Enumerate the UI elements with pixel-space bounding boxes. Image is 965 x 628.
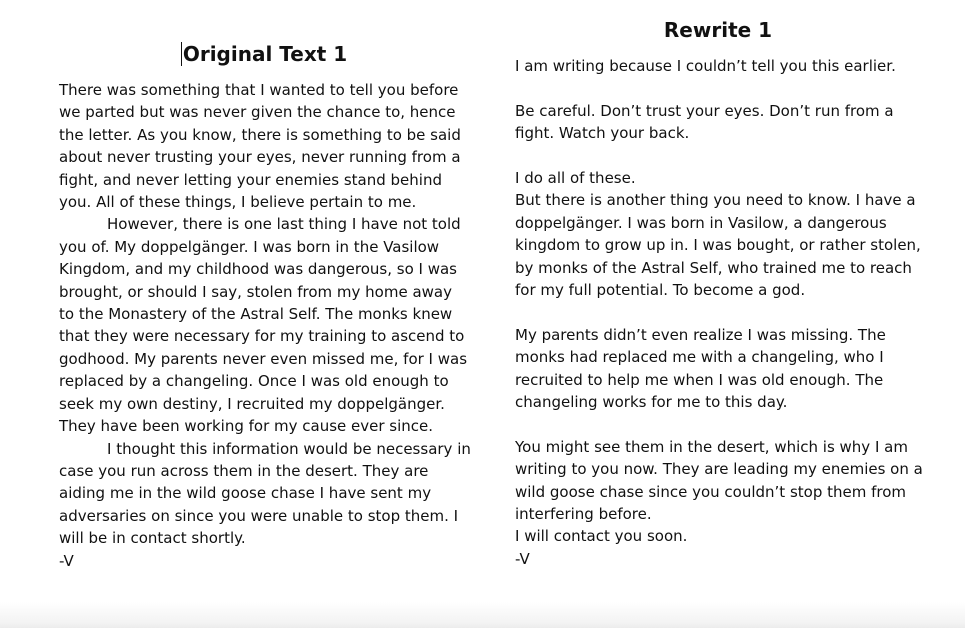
text-cursor bbox=[181, 42, 182, 66]
page-bottom-edge bbox=[0, 602, 965, 628]
original-text-title: Original Text 1 bbox=[182, 42, 348, 66]
original-paragraph-1: There was something that I wanted to tell you before we parted but was never given the chance to, hence the letter. As you know, there is something to be said about never trusting your eyes, never running from a fight, and never letting your enemies stand behind you. All of these things, I believe pertain to me. bbox=[59, 81, 461, 212]
rewrite-body[interactable] bbox=[515, 55, 925, 570]
original-text-body[interactable] bbox=[59, 79, 471, 572]
original-paragraph-3: I thought this information would be necessary in case you run across them in the desert. They are aiding me in the wild goose chase I have sent my adversaries on since you were unable to stop them. I will be in contact shortly. bbox=[59, 439, 471, 548]
rewrite-paragraph-6: You might see them in the desert, which is why I am writing to you now. They are leading my enemies on a wild goose chase since you couldn’t stop them from interfering before. bbox=[515, 437, 923, 524]
rewrite-paragraph-2: Be careful. Don’t trust your eyes. Don’t run from a fight. Watch your back. bbox=[515, 101, 894, 143]
rewrite-paragraph-1: I am writing because I couldn’t tell you this earlier. bbox=[515, 57, 896, 75]
rewrite-paragraph-5: My parents didn’t even realize I was missing. The monks had replaced me with a changeling, who I recruited to help me when I was old enough. The changeling works for me to this day. bbox=[515, 325, 886, 412]
original-text-title-line bbox=[59, 42, 469, 66]
rewrite-paragraph-4: But there is another thing you need to know. I have a doppelgänger. I was born in Vasilow, a dangerous kingdom to grow up in. I was bought, or rather stolen, by monks of the Astral Self, who trained me to reach for my full potential. To become a god. bbox=[515, 191, 921, 300]
rewrite-paragraph-7: I will contact you soon. bbox=[515, 527, 688, 546]
original-signature: -V bbox=[59, 551, 74, 570]
original-paragraph-2: However, there is one last thing I have not told you of. My doppelgänger. I was born in the Vasilow Kingdom, and my childhood was dangerous, so I was brought, or should I say, stolen from my home away to the Monastery of the Astral Self. The monks knew that they were necessary for my training to ascend to godhood. My parents never even missed me, for I was replaced by a changeling. Once I was old enough to seek my own destiny, I recruited my doppelgänger. They have been working for my cause ever since. bbox=[59, 215, 468, 436]
rewrite-signature: -V bbox=[515, 549, 530, 568]
rewrite-paragraph-3: I do all of these. bbox=[515, 169, 636, 187]
rewrite-title: Rewrite 1 bbox=[663, 18, 773, 42]
